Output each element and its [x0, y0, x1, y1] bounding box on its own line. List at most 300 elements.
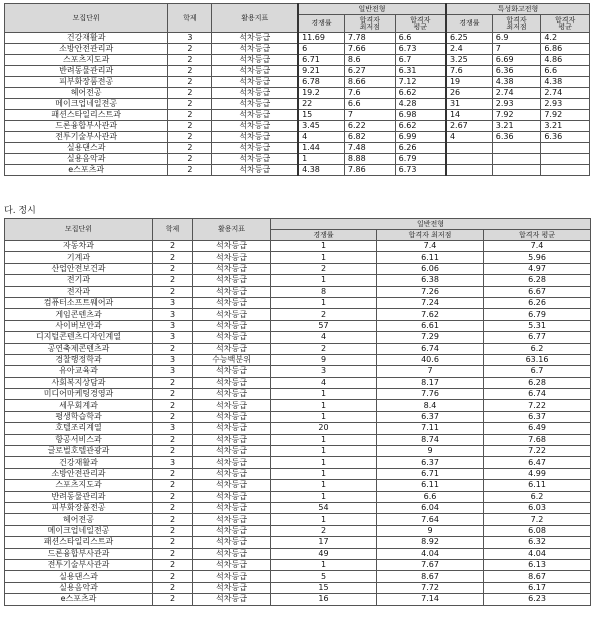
min-score-cell: 4.04 [377, 548, 484, 559]
indicator-cell: 석차등급 [193, 297, 271, 308]
competition-cell: 4 [271, 332, 377, 343]
major-cell: 반려동물관리과 [5, 491, 153, 502]
special-min-score-cell: 4.38 [492, 77, 541, 88]
avg-score-cell: 6.28 [484, 377, 591, 388]
table-row [5, 411, 591, 422]
indicator-cell: 석차등급 [212, 66, 298, 77]
major-cell: e스포츠과 [5, 594, 153, 605]
competition-cell: 1 [271, 457, 377, 468]
years-cell: 3 [153, 320, 193, 331]
major-header: 모집단위 [5, 4, 168, 33]
major-cell: 기계과 [5, 252, 153, 263]
special-min-score-cell: 7.92 [492, 110, 541, 121]
special-competition-cell: 2.4 [446, 44, 492, 55]
indicator-cell: 석차등급 [193, 411, 271, 422]
years-cell: 2 [153, 502, 193, 513]
table-row [5, 241, 591, 252]
competition-cell: 1 [271, 389, 377, 400]
avg-score-cell: 6.2 [484, 343, 591, 354]
avg-score-cell: 6.28 [484, 275, 591, 286]
min-score-cell: 8.88 [344, 154, 395, 165]
special-competition-cell: 14 [446, 110, 492, 121]
min-score-cell: 6.11 [377, 480, 484, 491]
avg-score-cell: 6.99 [395, 132, 446, 143]
min-score-cell: 7.72 [377, 582, 484, 593]
min-score-header: 합격자 최저점 [344, 15, 395, 33]
table-row [5, 88, 590, 99]
years-cell: 2 [153, 491, 193, 502]
competition-cell: 54 [271, 502, 377, 513]
years-cell: 2 [153, 389, 193, 400]
avg-score-cell: 6.79 [395, 154, 446, 165]
years-header: 학제 [153, 219, 193, 241]
min-score-cell: 7.11 [377, 423, 484, 434]
avg-score-cell: 6.67 [484, 286, 591, 297]
years-cell: 2 [153, 537, 193, 548]
major-cell: 메이크업네일전공 [5, 525, 153, 536]
indicator-header: 활용지표 [212, 4, 298, 33]
min-score-cell: 7.78 [344, 33, 395, 44]
indicator-cell: 석차등급 [193, 423, 271, 434]
min-score-cell: 6.6 [344, 99, 395, 110]
years-cell: 2 [168, 44, 212, 55]
competition-cell: 57 [271, 320, 377, 331]
indicator-cell: 석차등급 [193, 446, 271, 457]
avg-score-cell: 6.23 [484, 594, 591, 605]
years-cell: 2 [153, 377, 193, 388]
indicator-cell: 석차등급 [193, 389, 271, 400]
indicator-cell: 석차등급 [193, 480, 271, 491]
years-cell: 2 [168, 143, 212, 154]
major-cell: 헤어전공 [5, 514, 153, 525]
min-score-cell: 8.74 [377, 434, 484, 445]
special-competition-cell: 31 [446, 99, 492, 110]
table-row [5, 457, 591, 468]
indicator-cell: 석차등급 [193, 252, 271, 263]
avg-score-cell: 7.4 [484, 241, 591, 252]
min-score-cell: 7.66 [344, 44, 395, 55]
competition-cell: 15 [298, 110, 344, 121]
special-min-score-cell: 2.93 [492, 99, 541, 110]
major-cell: 항공서비스과 [5, 434, 153, 445]
avg-score-cell: 4.99 [484, 468, 591, 479]
indicator-cell: 석차등급 [212, 143, 298, 154]
avg-score-cell: 6.08 [484, 525, 591, 536]
major-cell: 헤어전공 [5, 88, 168, 99]
years-cell: 2 [168, 154, 212, 165]
years-cell: 2 [168, 121, 212, 132]
avg-score-cell: 6.6 [395, 33, 446, 44]
min-score-cell: 7.67 [377, 559, 484, 570]
special-competition-cell: 3.25 [446, 55, 492, 66]
special-admission-header: 특성화고전형 [446, 4, 590, 15]
avg-score-header: 합격자 평균 [395, 15, 446, 33]
min-score-cell: 7 [377, 366, 484, 377]
indicator-cell: 석차등급 [193, 434, 271, 445]
indicator-cell: 석차등급 [193, 241, 271, 252]
avg-score-cell: 6.37 [484, 411, 591, 422]
competition-cell: 5 [271, 571, 377, 582]
min-score-cell: 7.14 [377, 594, 484, 605]
special-min-score-cell: 7 [492, 44, 541, 55]
indicator-cell: 석차등급 [193, 263, 271, 274]
years-cell: 3 [153, 297, 193, 308]
avg-score-header: 합격자 평균 [484, 230, 591, 241]
years-cell: 2 [153, 275, 193, 286]
special-avg-score-cell [541, 143, 590, 154]
avg-score-cell: 6.62 [395, 88, 446, 99]
competition-cell: 3.45 [298, 121, 344, 132]
special-min-score-cell: 3.21 [492, 121, 541, 132]
major-cell: 글로벌호텔관광과 [5, 446, 153, 457]
table-row [5, 309, 591, 320]
major-cell: 패션스타일리스트과 [5, 537, 153, 548]
competition-cell: 15 [271, 582, 377, 593]
table-row [5, 77, 590, 88]
competition-cell: 1 [271, 275, 377, 286]
min-score-cell: 6.27 [344, 66, 395, 77]
years-cell: 2 [153, 446, 193, 457]
indicator-cell: 석차등급 [193, 525, 271, 536]
regular-admission-table [4, 218, 591, 606]
major-cell: 경찰행정학과 [5, 354, 153, 365]
table-row [5, 491, 591, 502]
indicator-cell: 석차등급 [193, 594, 271, 605]
general-admission-header: 일반전형 [271, 219, 591, 230]
avg-score-cell: 5.96 [484, 252, 591, 263]
indicator-cell: 석차등급 [193, 502, 271, 513]
table-row [5, 423, 591, 434]
competition-cell: 1 [271, 241, 377, 252]
special-avg-score-cell: 4.38 [541, 77, 590, 88]
major-cell: 드론융합부사관과 [5, 121, 168, 132]
major-cell: 컴퓨터소프트웨어과 [5, 297, 153, 308]
avg-score-cell: 63.16 [484, 354, 591, 365]
table-row [5, 571, 591, 582]
table-row [5, 263, 591, 274]
years-cell: 2 [153, 252, 193, 263]
major-cell: 자동차과 [5, 241, 153, 252]
indicator-cell: 석차등급 [193, 286, 271, 297]
years-cell: 3 [153, 457, 193, 468]
table-row [5, 525, 591, 536]
competition-cell: 1 [271, 468, 377, 479]
years-cell: 3 [153, 332, 193, 343]
min-score-cell: 7 [344, 110, 395, 121]
min-score-header: 합격자 최저점 [377, 230, 484, 241]
competition-cell: 49 [271, 548, 377, 559]
avg-score-cell: 6.98 [395, 110, 446, 121]
competition-cell: 1 [271, 491, 377, 502]
table-row [5, 502, 591, 513]
competition-cell: 1 [271, 297, 377, 308]
table-row [5, 275, 591, 286]
special-avg-score-cell [541, 165, 590, 176]
avg-score-cell: 6.7 [484, 366, 591, 377]
special-competition-cell [446, 143, 492, 154]
avg-score-cell: 7.2 [484, 514, 591, 525]
table-row [5, 66, 590, 77]
indicator-cell: 석차등급 [193, 514, 271, 525]
indicator-cell: 석차등급 [193, 548, 271, 559]
table-row [5, 143, 590, 154]
years-cell: 2 [153, 559, 193, 570]
indicator-cell: 석차등급 [212, 44, 298, 55]
min-score-cell: 9 [377, 446, 484, 457]
avg-score-cell: 6.13 [484, 559, 591, 570]
years-cell: 2 [153, 514, 193, 525]
years-cell: 2 [153, 400, 193, 411]
table-row [5, 320, 591, 331]
competition-cell: 1.44 [298, 143, 344, 154]
competition-cell: 1 [271, 559, 377, 570]
min-score-cell: 40.6 [377, 354, 484, 365]
competition-cell: 16 [271, 594, 377, 605]
major-cell: 전기과 [5, 275, 153, 286]
table-row [5, 514, 591, 525]
special-avg-score-cell: 3.21 [541, 121, 590, 132]
indicator-cell: 석차등급 [212, 121, 298, 132]
major-cell: 실용음악과 [5, 154, 168, 165]
special-competition-cell: 2.67 [446, 121, 492, 132]
table-row [5, 332, 591, 343]
major-cell: 실용댄스과 [5, 571, 153, 582]
min-score-cell: 6.6 [377, 491, 484, 502]
years-cell: 3 [168, 33, 212, 44]
competition-cell: 20 [271, 423, 377, 434]
avg-score-cell: 6.74 [484, 389, 591, 400]
table-row [5, 343, 591, 354]
major-header: 모집단위 [5, 219, 153, 241]
years-cell: 2 [153, 525, 193, 536]
competition-cell: 9.21 [298, 66, 344, 77]
avg-score-cell: 6.31 [395, 66, 446, 77]
avg-score-cell: 7.12 [395, 77, 446, 88]
major-cell: 패션스타일리스트과 [5, 110, 168, 121]
table-row [5, 559, 591, 570]
avg-score-cell: 6.77 [484, 332, 591, 343]
indicator-cell: 석차등급 [193, 309, 271, 320]
special-competition-cell: 26 [446, 88, 492, 99]
avg-score-cell: 6.2 [484, 491, 591, 502]
avg-score-cell: 6.32 [484, 537, 591, 548]
competition-cell: 2 [271, 263, 377, 274]
years-cell: 2 [153, 263, 193, 274]
table-row [5, 354, 591, 365]
competition-cell: 1 [271, 411, 377, 422]
competition-cell: 19.2 [298, 88, 344, 99]
min-score-cell: 8.17 [377, 377, 484, 388]
avg-score-cell: 6.79 [484, 309, 591, 320]
competition-cell: 4 [298, 132, 344, 143]
competition-cell: 3 [271, 366, 377, 377]
special-avg-score-cell: 4.86 [541, 55, 590, 66]
years-cell: 2 [153, 286, 193, 297]
major-cell: 전투기술부사관과 [5, 132, 168, 143]
indicator-cell: 석차등급 [212, 154, 298, 165]
indicator-cell: 석차등급 [193, 571, 271, 582]
special-avg-score-cell: 2.93 [541, 99, 590, 110]
special-min-score-cell: 6.36 [492, 132, 541, 143]
major-cell: 스포츠지도과 [5, 55, 168, 66]
years-cell: 2 [153, 548, 193, 559]
major-cell: 산업안전보건과 [5, 263, 153, 274]
special-competition-cell: 19 [446, 77, 492, 88]
years-cell: 2 [153, 434, 193, 445]
table-row [5, 110, 590, 121]
avg-score-cell: 6.73 [395, 44, 446, 55]
indicator-cell: 석차등급 [212, 77, 298, 88]
years-cell: 2 [153, 468, 193, 479]
major-cell: 소방안전관리과 [5, 468, 153, 479]
min-score-cell: 8.66 [344, 77, 395, 88]
special-avg-score-cell: 6.36 [541, 132, 590, 143]
special-avg-score-cell: 6.86 [541, 44, 590, 55]
avg-score-cell: 4.97 [484, 263, 591, 274]
years-cell: 2 [168, 110, 212, 121]
table-row [5, 132, 590, 143]
indicator-cell: 석차등급 [212, 88, 298, 99]
major-cell: 사회복지상담과 [5, 377, 153, 388]
indicator-cell: 석차등급 [193, 582, 271, 593]
major-cell: 게임콘텐츠과 [5, 309, 153, 320]
competition-cell: 6 [298, 44, 344, 55]
major-cell: 메이크업네일전공 [5, 99, 168, 110]
min-score-cell: 8.92 [377, 537, 484, 548]
competition-cell: 6.71 [298, 55, 344, 66]
major-cell: 디지털콘텐츠디자인계열 [5, 332, 153, 343]
major-cell: 전자과 [5, 286, 153, 297]
years-cell: 2 [168, 165, 212, 176]
competition-cell: 17 [271, 537, 377, 548]
min-score-cell: 6.61 [377, 320, 484, 331]
competition-cell: 4.38 [298, 165, 344, 176]
avg-score-cell: 6.62 [395, 121, 446, 132]
competition-cell: 2 [271, 343, 377, 354]
min-score-cell: 7.6 [344, 88, 395, 99]
min-score-cell: 6.82 [344, 132, 395, 143]
indicator-cell: 수능백분위 [193, 354, 271, 365]
years-cell: 2 [168, 99, 212, 110]
years-cell: 2 [153, 480, 193, 491]
avg-score-cell: 6.26 [484, 297, 591, 308]
indicator-cell: 석차등급 [193, 400, 271, 411]
special-min-score-cell: 6.69 [492, 55, 541, 66]
table-row [5, 55, 590, 66]
table-row [5, 99, 590, 110]
competition-cell: 22 [298, 99, 344, 110]
indicator-cell: 석차등급 [193, 275, 271, 286]
table-row [5, 537, 591, 548]
major-cell: e스포츠과 [5, 165, 168, 176]
years-cell: 3 [153, 366, 193, 377]
table-row [5, 400, 591, 411]
major-cell: 소방안전관리과 [5, 44, 168, 55]
avg-score-cell: 7.22 [484, 400, 591, 411]
indicator-cell: 석차등급 [193, 320, 271, 331]
major-cell: 유아교육과 [5, 366, 153, 377]
min-score-cell: 6.74 [377, 343, 484, 354]
min-score-cell: 7.62 [377, 309, 484, 320]
competition-cell: 2 [271, 525, 377, 536]
major-cell: 세무회계과 [5, 400, 153, 411]
special-min-score-cell: 6.36 [492, 66, 541, 77]
table-row [5, 33, 590, 44]
table-row [5, 44, 590, 55]
min-score-cell: 8.67 [377, 571, 484, 582]
min-score-cell: 6.04 [377, 502, 484, 513]
indicator-cell: 석차등급 [193, 377, 271, 388]
indicator-cell: 석차등급 [193, 332, 271, 343]
min-score-cell: 7.26 [377, 286, 484, 297]
indicator-cell: 석차등급 [193, 537, 271, 548]
section-label: 다. 정시 [4, 206, 36, 216]
years-cell: 2 [168, 77, 212, 88]
years-cell: 2 [153, 582, 193, 593]
major-cell: 반려동물관리과 [5, 66, 168, 77]
indicator-header: 활용지표 [193, 219, 271, 241]
major-cell: 실용음악과 [5, 582, 153, 593]
min-score-cell: 6.22 [344, 121, 395, 132]
table-row [5, 548, 591, 559]
indicator-cell: 석차등급 [212, 33, 298, 44]
indicator-cell: 석차등급 [212, 165, 298, 176]
table-row [5, 366, 591, 377]
major-cell: 피부화장품전공 [5, 502, 153, 513]
indicator-cell: 석차등급 [212, 99, 298, 110]
indicator-cell: 석차등급 [212, 110, 298, 121]
table-row [5, 297, 591, 308]
table-row [5, 480, 591, 491]
indicator-cell: 석차등급 [193, 343, 271, 354]
special-competition-cell: 6.25 [446, 33, 492, 44]
special-competition-cell [446, 154, 492, 165]
min-score-cell: 6.38 [377, 275, 484, 286]
avg-score-cell: 8.67 [484, 571, 591, 582]
min-score-cell: 7.24 [377, 297, 484, 308]
years-cell: 2 [153, 411, 193, 422]
years-cell: 2 [153, 594, 193, 605]
special-min-score-cell [492, 165, 541, 176]
competition-cell: 2 [271, 309, 377, 320]
table-row [5, 154, 590, 165]
min-score-cell: 7.4 [377, 241, 484, 252]
table-row [5, 446, 591, 457]
special-min-score-cell [492, 143, 541, 154]
table-row [5, 377, 591, 388]
years-cell: 2 [168, 88, 212, 99]
special-min-score-header: 합격자 최저점 [492, 15, 541, 33]
avg-score-cell: 6.03 [484, 502, 591, 513]
min-score-cell: 6.11 [377, 252, 484, 263]
special-avg-score-cell [541, 154, 590, 165]
years-header: 학제 [168, 4, 212, 33]
competition-cell: 8 [271, 286, 377, 297]
competition-cell: 1 [271, 446, 377, 457]
avg-score-cell: 6.26 [395, 143, 446, 154]
special-avg-score-header: 합격자 평균 [541, 15, 590, 33]
major-cell: 공연축제콘텐츠과 [5, 343, 153, 354]
avg-score-cell: 4.04 [484, 548, 591, 559]
special-competition-cell: 4 [446, 132, 492, 143]
avg-score-cell: 5.31 [484, 320, 591, 331]
major-cell: 호텔조리계열 [5, 423, 153, 434]
avg-score-cell: 4.28 [395, 99, 446, 110]
avg-score-cell: 6.17 [484, 582, 591, 593]
competition-header: 경쟁률 [271, 230, 377, 241]
min-score-cell: 9 [377, 525, 484, 536]
min-score-cell: 8.4 [377, 400, 484, 411]
